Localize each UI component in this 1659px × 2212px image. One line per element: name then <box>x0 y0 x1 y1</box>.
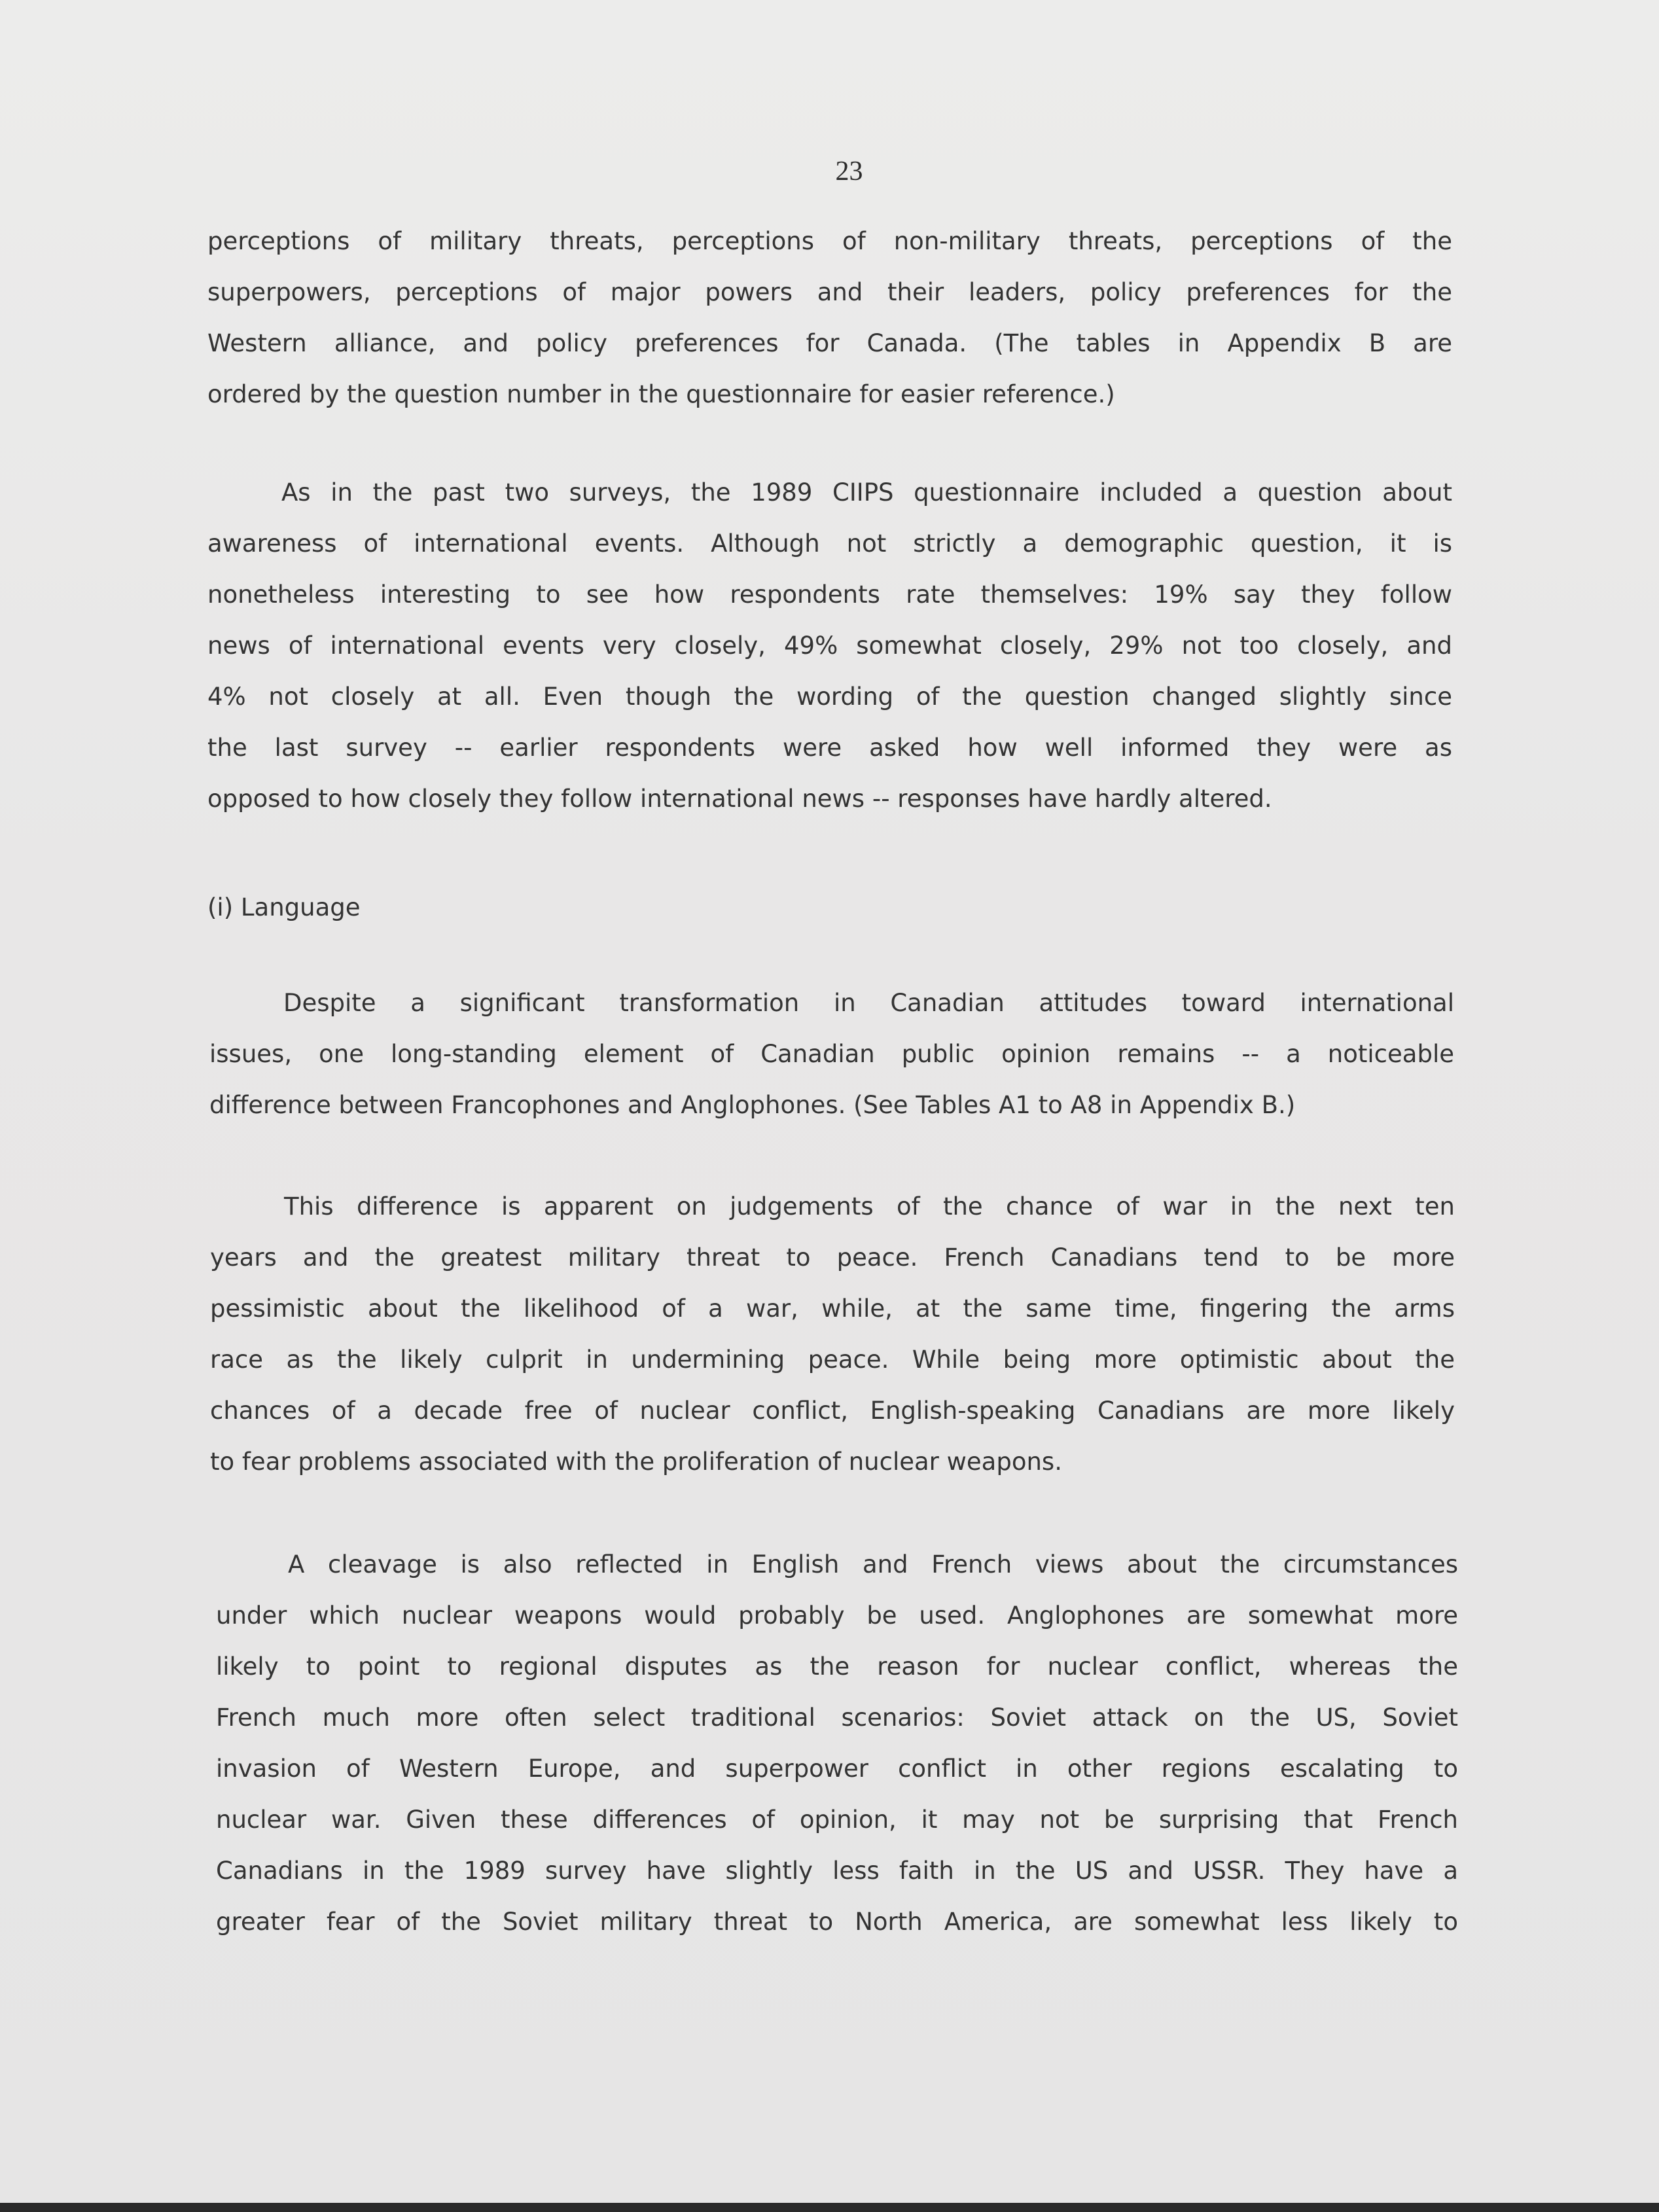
paragraph-line: chances of a decade free of nuclear conflict, English-speaking Canadians are more likely <box>210 1397 1455 1425</box>
scan-bottom-edge <box>0 2203 1659 2212</box>
paragraph-line: ordered by the question number in the questionnaire for easier reference.) <box>207 380 1115 408</box>
paragraph-5 <box>216 1539 1458 1948</box>
paragraph-line: As in the past two surveys, the 1989 CIIPS questionnaire included a question about <box>281 478 1452 507</box>
paragraph-line: nonetheless interesting to see how respondents rate themselves: 19% say they follow <box>207 580 1452 609</box>
paragraph-line: perceptions of military threats, perceptions of non-military threats, perceptions of the <box>207 227 1452 255</box>
paragraph-line: superpowers, perceptions of major powers and their leaders, policy preferences for the <box>207 278 1452 306</box>
paragraph-line: French much more often select traditional scenarios: Soviet attack on the US, Soviet <box>216 1704 1458 1732</box>
paragraph-line: 4% not closely at all. Even though the wording of the question changed slightly since <box>207 683 1452 711</box>
paragraph-line: under which nuclear weapons would probably be used. Anglophones are somewhat more <box>216 1601 1458 1630</box>
paragraph-1 <box>207 216 1452 420</box>
paragraph-line: race as the likely culprit in undermining peace. While being more optimistic about the <box>210 1346 1455 1374</box>
paragraph-2 <box>207 467 1452 825</box>
paragraph-line: issues, one long-standing element of Canadian public opinion remains -- a noticeable <box>209 1040 1454 1068</box>
paragraph-line: awareness of international events. Although not strictly a demographic question, it is <box>207 529 1452 558</box>
paragraph-line: news of international events very closely, 49% somewhat closely, 29% not too closely, and <box>207 632 1452 660</box>
paragraph-line: the last survey -- earlier respondents were asked how well informed they were as <box>207 734 1452 762</box>
paragraph-line: invasion of Western Europe, and superpower conflict in other regions escalating to <box>216 1755 1458 1783</box>
paragraph-line: Despite a significant transformation in Canadian attitudes toward international <box>283 989 1454 1017</box>
paragraph-line: difference between Francophones and Anglophones. (See Tables A1 to A8 in Appendix B.) <box>209 1091 1296 1119</box>
paragraph-line: years and the greatest military threat to peace. French Canadians tend to be more <box>210 1243 1455 1272</box>
paragraph-line: pessimistic about the likelihood of a war, while, at the same time, fingering the arms <box>210 1294 1455 1323</box>
paragraph-line: This difference is apparent on judgements of the chance of war in the next ten <box>284 1192 1455 1221</box>
paragraph-3 <box>209 978 1454 1131</box>
page-number: 23 <box>835 156 863 187</box>
paragraph-4 <box>210 1181 1455 1488</box>
paragraph-line: Western alliance, and policy preferences for Canada. (The tables in Appendix B are <box>207 329 1452 357</box>
paragraph-line: A cleavage is also reflected in English and French views about the circumstances <box>288 1550 1458 1579</box>
paragraph-line: opposed to how closely they follow international news -- responses have hardly altered. <box>207 785 1272 813</box>
paragraph-line: likely to point to regional disputes as the reason for nuclear conflict, whereas the <box>216 1652 1458 1681</box>
paragraph-line: nuclear war. Given these differences of opinion, it may not be surprising that French <box>216 1806 1458 1834</box>
paragraph-line: Canadians in the 1989 survey have slightly less faith in the US and USSR. They have a <box>216 1857 1458 1885</box>
paragraph-line: to fear problems associated with the proliferation of nuclear weapons. <box>210 1448 1062 1476</box>
section-heading: (i) Language <box>207 893 361 921</box>
paragraph-line: greater fear of the Soviet military threat to North America, are somewhat less likely to <box>216 1908 1458 1936</box>
